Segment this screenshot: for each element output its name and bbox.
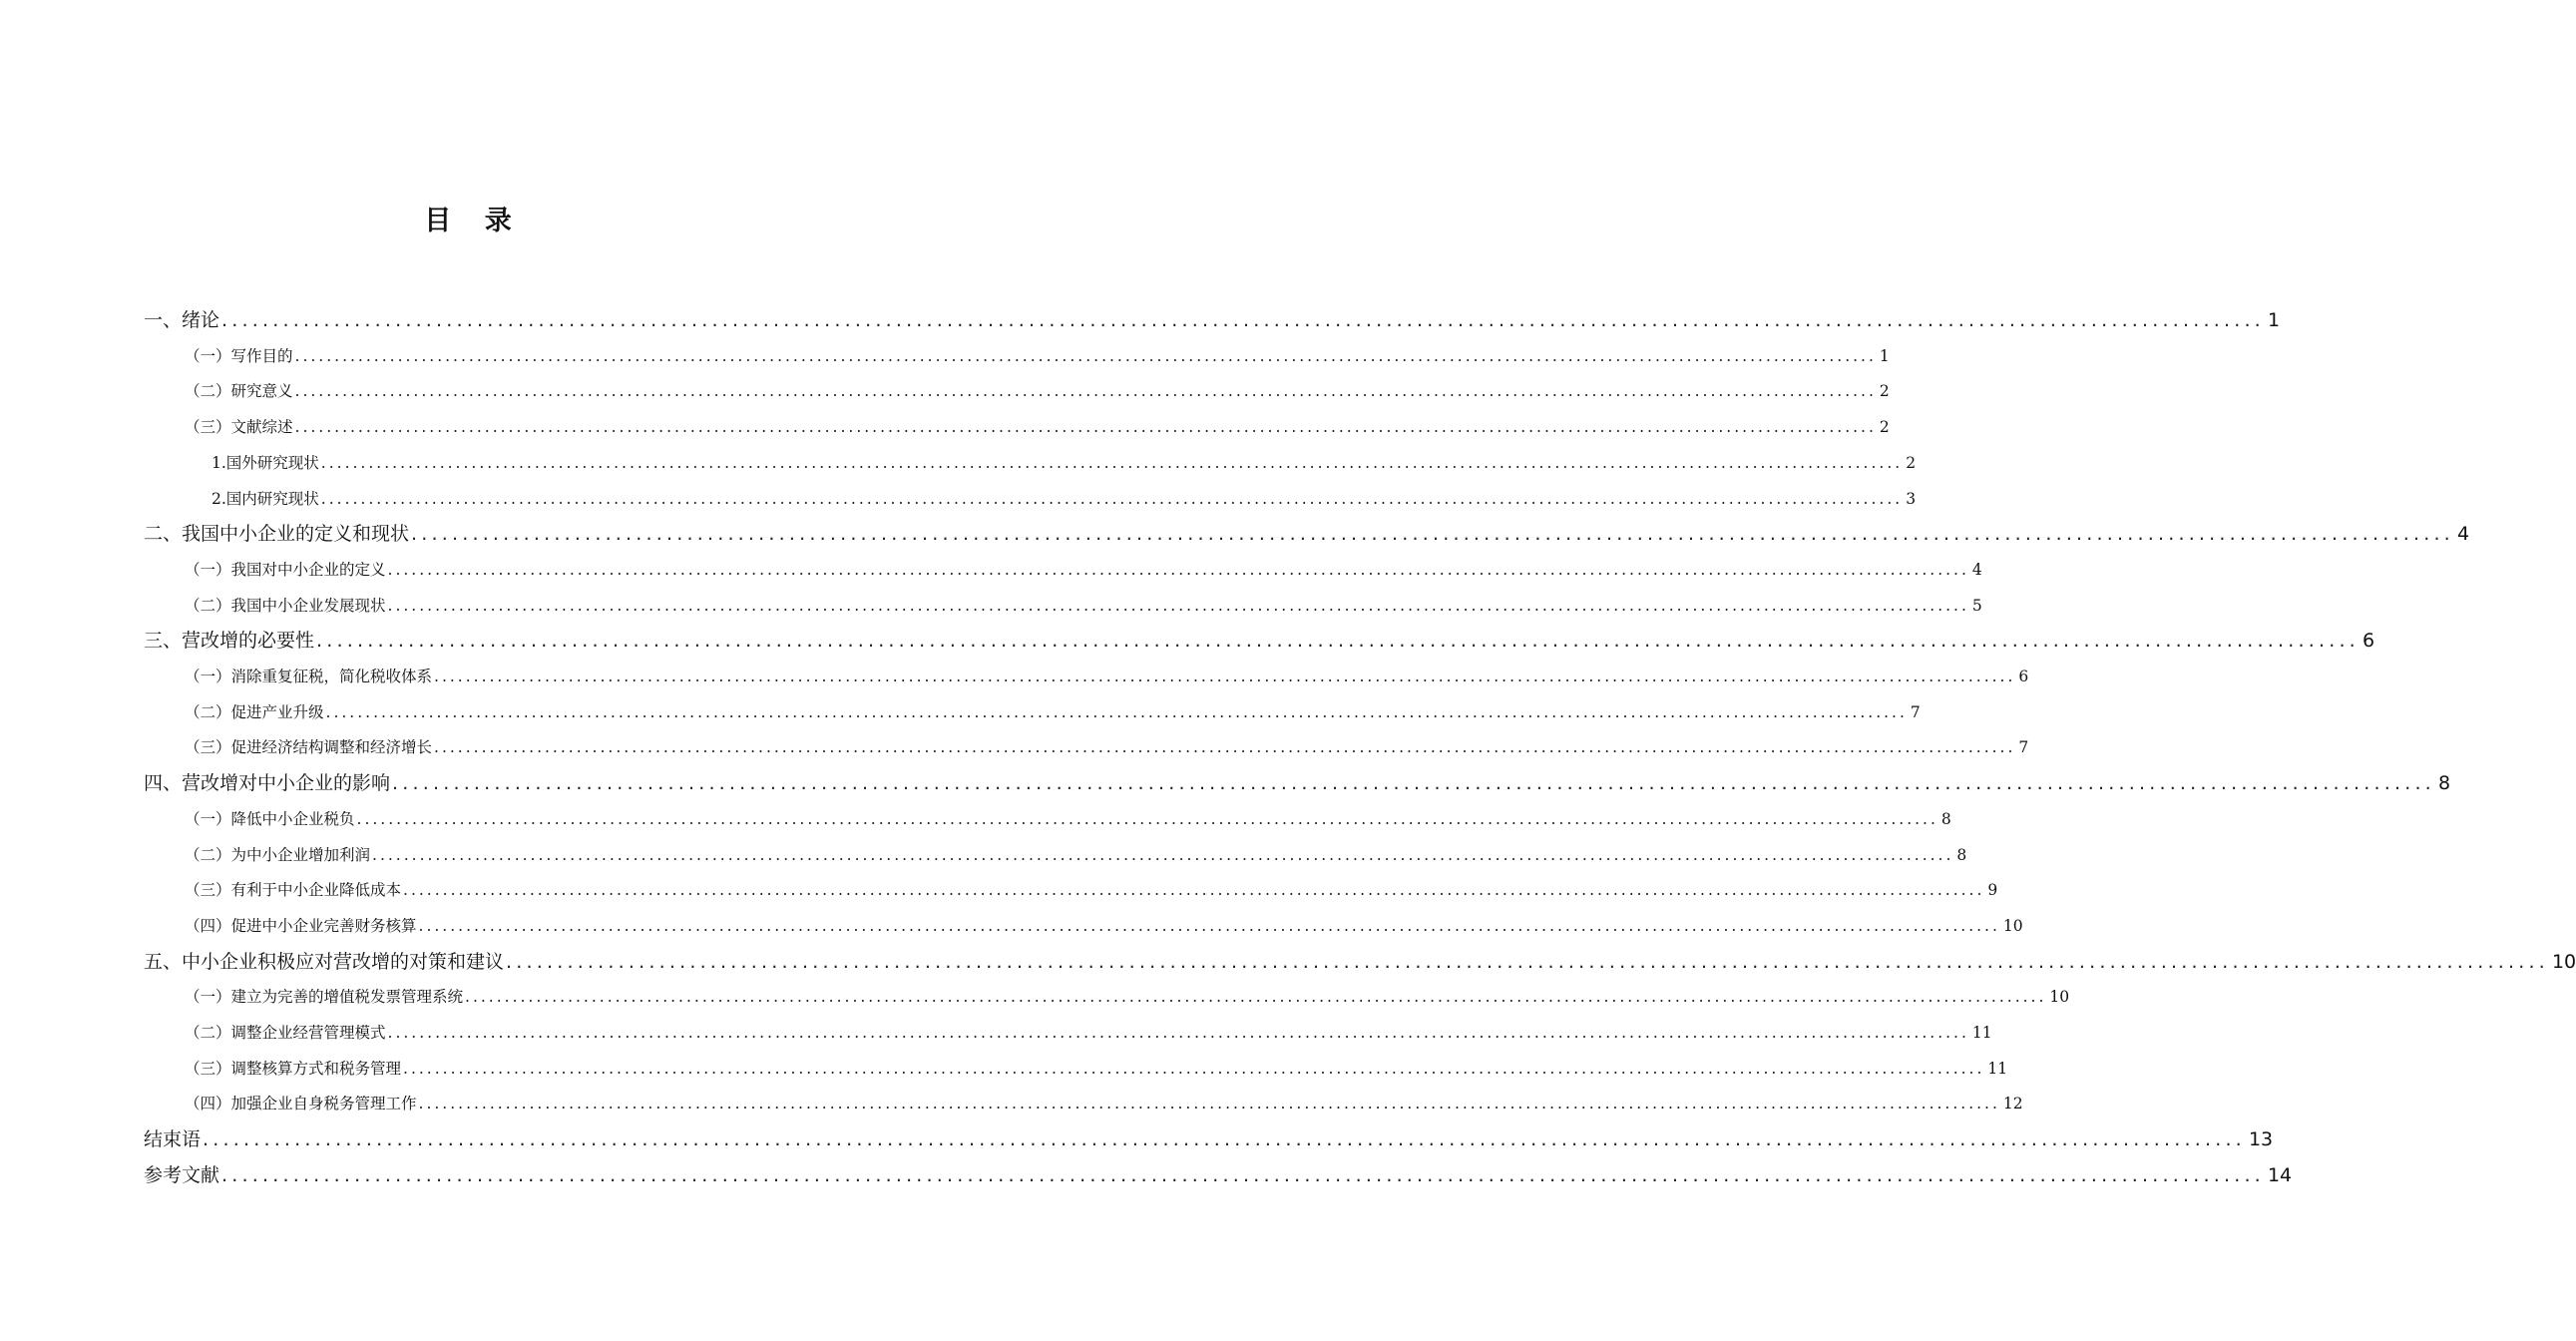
toc-dot-leader: ........................................................................................................................................................................................................ bbox=[320, 453, 1904, 472]
toc-entry-title: 四、营改增对中小企业的影响 bbox=[144, 772, 391, 795]
toc-entry-title: （二）为中小企业增加利润 bbox=[185, 845, 371, 864]
toc-page-number: 1 bbox=[2267, 309, 2281, 331]
toc-entry[interactable] bbox=[185, 410, 1890, 444]
toc-dot-leader: ........................................................................................................................................................................................................ bbox=[203, 1128, 2246, 1151]
toc-dot-leader: ........................................................................................................................................................................................................ bbox=[418, 916, 2000, 935]
toc-entry-title: 二、我国中小企业的定义和现状 bbox=[144, 523, 410, 546]
toc-entry[interactable] bbox=[185, 660, 2029, 693]
toc-entry-title: （二）调整企业经营管理模式 bbox=[185, 1024, 386, 1042]
toc-entry[interactable] bbox=[212, 482, 1917, 516]
toc-entry-title: （三）文献综述 bbox=[185, 418, 293, 437]
toc-dot-leader: ........................................................................................................................................................................................................ bbox=[316, 630, 2360, 653]
toc-dot-leader: ........................................................................................................................................................................................................ bbox=[506, 950, 2549, 973]
toc-page-number: 2 bbox=[1879, 382, 1890, 401]
toc-dot-leader: ........................................................................................................................................................................................................ bbox=[387, 560, 1969, 579]
toc-page-number: 8 bbox=[1940, 809, 1951, 828]
toc-page-number: 14 bbox=[2267, 1163, 2293, 1186]
toc-dot-leader: ........................................................................................................................................................................................................ bbox=[465, 988, 2047, 1007]
toc-entry[interactable] bbox=[185, 1016, 1992, 1050]
toc-entry[interactable] bbox=[144, 303, 2281, 337]
toc-dot-leader: ........................................................................................................................................................................................................ bbox=[221, 309, 2265, 331]
toc-entry-title: （三）有利于中小企业降低成本 bbox=[185, 881, 402, 900]
toc-page-number: 10 bbox=[2049, 988, 2070, 1007]
toc-entry[interactable] bbox=[144, 624, 2375, 658]
toc-dot-leader: ........................................................................................................................................................................................................ bbox=[418, 1095, 2000, 1114]
toc-page-number: 6 bbox=[2018, 668, 2029, 685]
toc-entry-title: （四）加强企业自身税务管理工作 bbox=[185, 1095, 417, 1114]
toc-entry-title: （一）建立为完善的增值税发票管理系统 bbox=[185, 988, 464, 1007]
toc-dot-leader: ........................................................................................................................................................................................................ bbox=[387, 596, 1969, 615]
toc-page-number: 7 bbox=[2018, 738, 2029, 757]
toc-entry[interactable] bbox=[185, 1052, 2008, 1086]
toc-entry[interactable] bbox=[185, 980, 2070, 1014]
toc-page-number: 1 bbox=[1879, 346, 1890, 365]
toc-entry-title: （四）促进中小企业完善财务核算 bbox=[185, 916, 417, 935]
toc-entry-title: 结束语 bbox=[144, 1128, 202, 1151]
toc-page-number: 9 bbox=[1987, 881, 1998, 900]
toc-entry[interactable] bbox=[185, 873, 1998, 907]
toc-entry[interactable] bbox=[185, 339, 1890, 373]
toc-entry-title: （二）促进产业升级 bbox=[185, 702, 324, 721]
toc-page-number: 12 bbox=[2002, 1095, 2023, 1114]
toc-entry-title: 五、中小企业积极应对营改增的对策和建议 bbox=[144, 950, 505, 973]
toc-dot-leader: ........................................................................................................................................................................................................ bbox=[403, 881, 1985, 900]
toc-dot-leader: ........................................................................................................................................................................................................ bbox=[411, 523, 2454, 546]
toc-page-number: 4 bbox=[2456, 523, 2470, 546]
toc-dot-leader: ........................................................................................................................................................................................................ bbox=[392, 772, 2435, 795]
toc-page-number: 13 bbox=[2248, 1128, 2274, 1151]
toc-dot-leader: ........................................................................................................................................................................................................ bbox=[434, 738, 2016, 757]
toc-dot-leader: ........................................................................................................................................................................................................ bbox=[387, 1024, 1969, 1042]
toc-entry[interactable] bbox=[144, 517, 2470, 551]
toc-dot-leader: ........................................................................................................................................................................................................ bbox=[294, 346, 1877, 365]
toc-entry[interactable] bbox=[185, 838, 1967, 872]
toc-page-number: 4 bbox=[1971, 560, 1982, 579]
toc-entry-title: （三）调整核算方式和税务管理 bbox=[185, 1059, 402, 1078]
toc-entry-title: （二）我国中小企业发展现状 bbox=[185, 596, 386, 615]
toc-dot-leader: ........................................................................................................................................................................................................ bbox=[221, 1163, 2265, 1186]
toc-entry-title: 参考文献 bbox=[144, 1163, 220, 1186]
toc-entry[interactable] bbox=[144, 1158, 2293, 1192]
toc-page-number: 3 bbox=[1906, 489, 1917, 508]
toc-page-number: 7 bbox=[1910, 702, 1921, 721]
toc-entry[interactable] bbox=[185, 730, 2029, 764]
toc-page-number: 10 bbox=[2002, 916, 2023, 935]
toc-entry-title: （一）消除重复征税，简化税收体系 bbox=[185, 668, 433, 685]
toc-dot-leader: ........................................................................................................................................................................................................ bbox=[434, 668, 2016, 685]
toc-entry-title: （一）写作目的 bbox=[185, 346, 293, 365]
toc-page-number: 6 bbox=[2361, 630, 2375, 653]
toc-page-number: 8 bbox=[2437, 772, 2451, 795]
toc-page-number: 11 bbox=[1987, 1059, 2008, 1078]
toc-entry-title: （二）研究意义 bbox=[185, 382, 293, 401]
toc-page-number: 2 bbox=[1879, 418, 1890, 437]
toc-entry-title: （三）促进经济结构调整和经济增长 bbox=[185, 738, 433, 757]
toc-entry[interactable] bbox=[185, 695, 1921, 729]
toc-entry[interactable] bbox=[185, 553, 1982, 587]
toc-dot-leader: ........................................................................................................................................................................................................ bbox=[325, 702, 1908, 721]
toc-entry[interactable] bbox=[144, 1122, 2274, 1156]
toc-entry-title: 一、绪论 bbox=[144, 309, 220, 331]
toc-dot-leader: ........................................................................................................................................................................................................ bbox=[356, 809, 1938, 828]
toc-dot-leader: ........................................................................................................................................................................................................ bbox=[372, 845, 1954, 864]
toc-entry-title: （一）降低中小企业税负 bbox=[185, 809, 355, 828]
toc-entry-title: （一）我国对中小企业的定义 bbox=[185, 560, 386, 579]
toc-dot-leader: ........................................................................................................................................................................................................ bbox=[403, 1059, 1985, 1078]
toc-dot-leader: ........................................................................................................................................................................................................ bbox=[320, 489, 1904, 508]
toc-page-number: 5 bbox=[1971, 596, 1982, 615]
toc-entry-title: 2.国内研究现状 bbox=[212, 489, 319, 508]
toc-entry[interactable] bbox=[185, 909, 2023, 943]
toc-dot-leader: ........................................................................................................................................................................................................ bbox=[294, 418, 1877, 437]
toc-dot-leader: ........................................................................................................................................................................................................ bbox=[294, 382, 1877, 401]
toc-entry-title: 三、营改增的必要性 bbox=[144, 630, 315, 653]
toc-entry[interactable] bbox=[144, 945, 2576, 979]
toc-entry[interactable] bbox=[185, 1087, 2023, 1120]
toc-page-number: 11 bbox=[1971, 1024, 1992, 1042]
toc-entry[interactable] bbox=[185, 802, 1951, 836]
toc-entry-title: 1.国外研究现状 bbox=[212, 453, 319, 472]
toc-entry[interactable] bbox=[185, 589, 1982, 623]
toc-entry[interactable] bbox=[144, 766, 2451, 800]
toc-entry[interactable] bbox=[185, 374, 1890, 408]
toc-page-number: 10 bbox=[2551, 950, 2576, 973]
toc-entry[interactable] bbox=[212, 446, 1917, 480]
toc-title: 目 录 bbox=[424, 206, 524, 236]
toc-page-number: 8 bbox=[1956, 845, 1967, 864]
toc-page-number: 2 bbox=[1906, 453, 1917, 472]
